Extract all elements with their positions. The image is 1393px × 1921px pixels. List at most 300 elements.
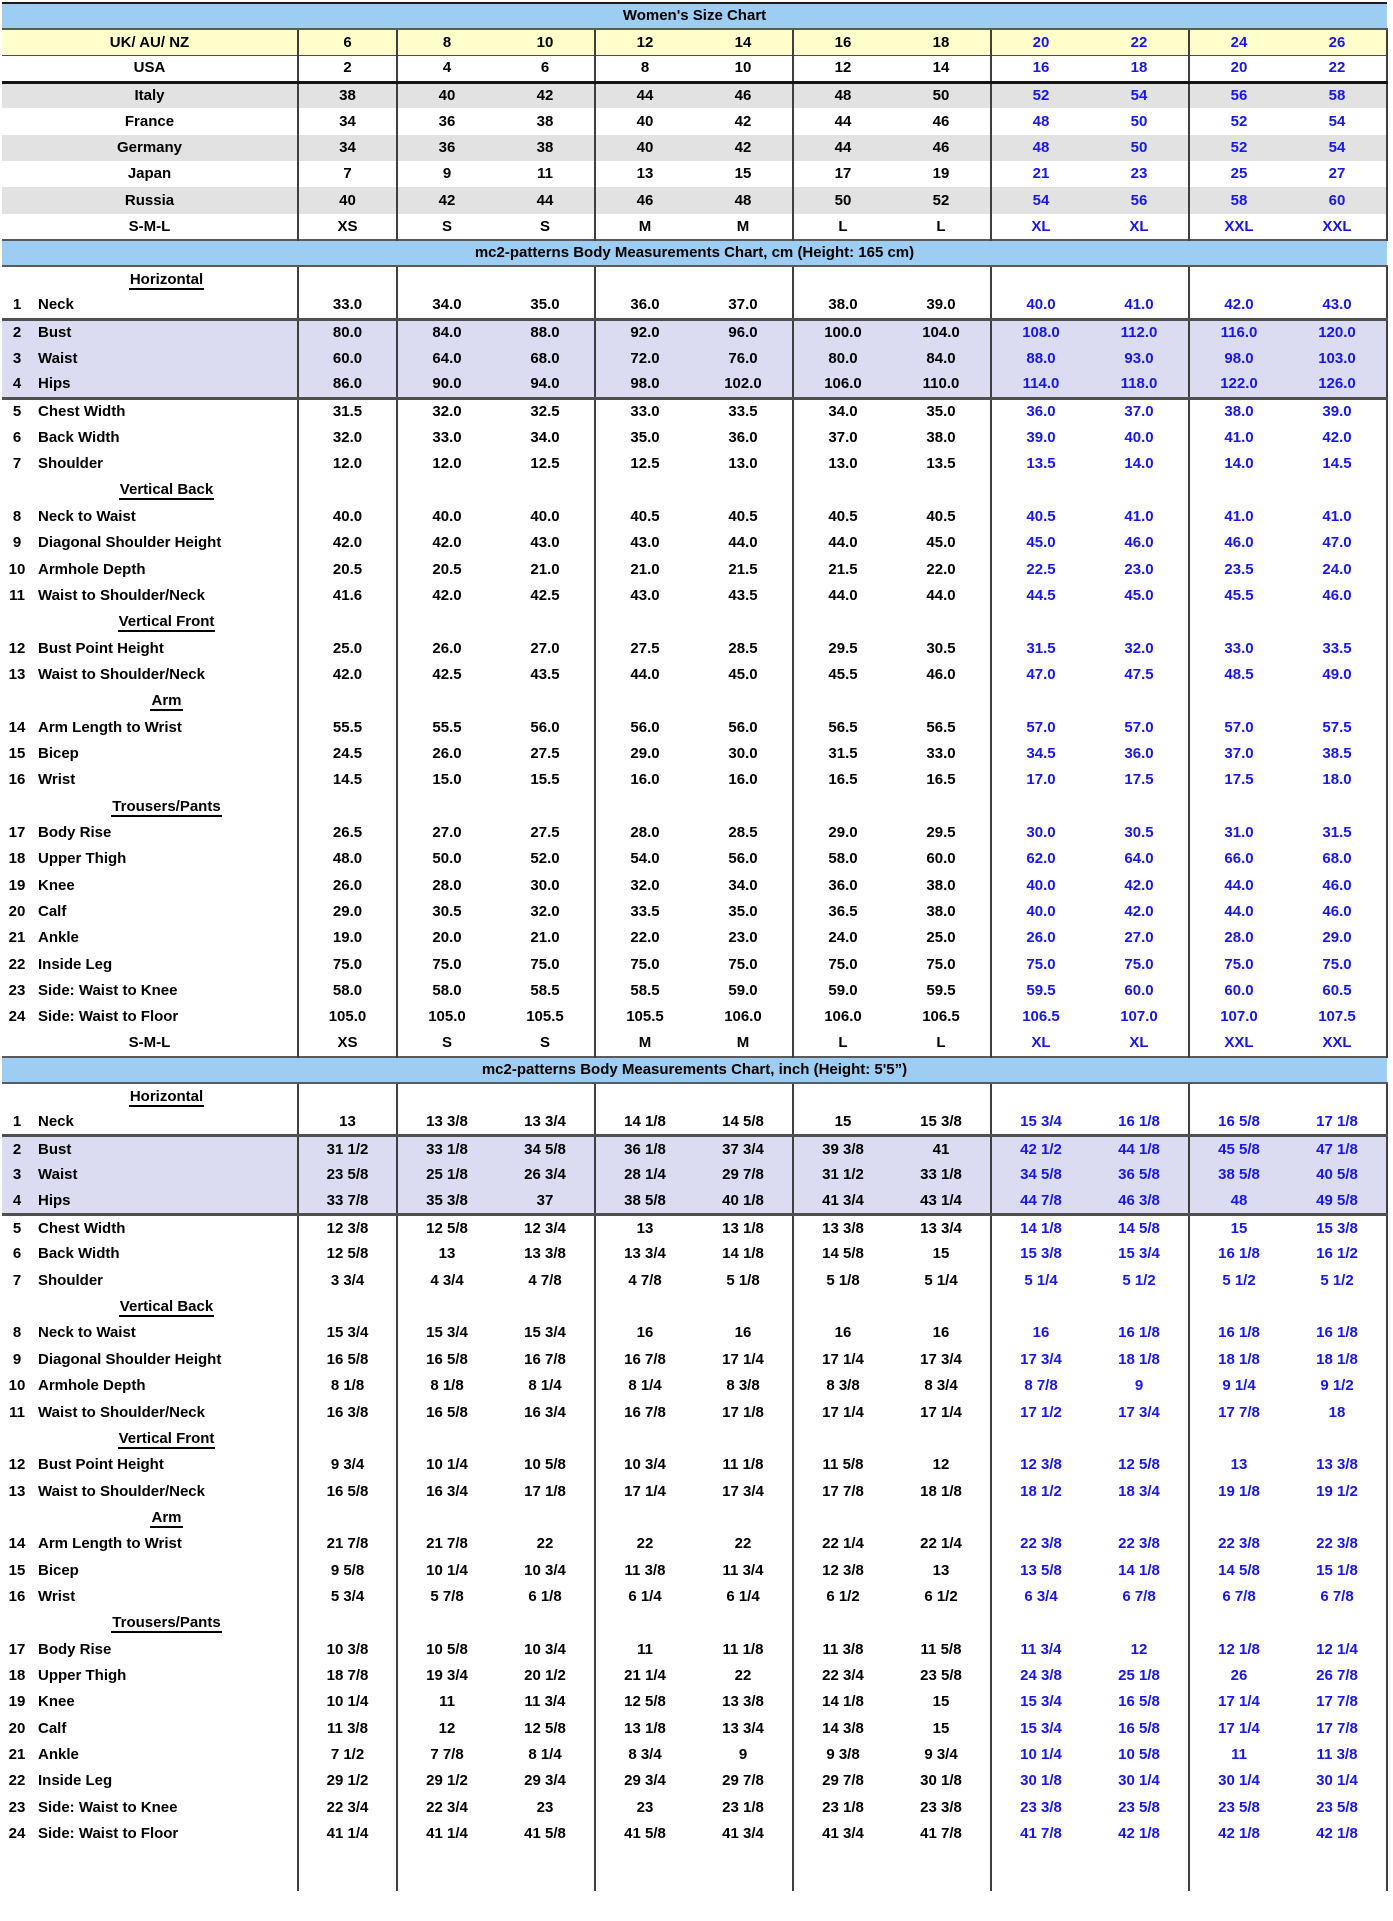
value-cell: 10 5/8 <box>496 1452 595 1478</box>
value-cell: 59.5 <box>892 978 991 1004</box>
value-cell: XL <box>1031 1034 1051 1052</box>
row-name: Neck to Waist <box>38 507 136 525</box>
value-cell: 16 1/8 <box>1090 1109 1189 1135</box>
value-cell: 40.5 <box>828 507 858 525</box>
value-cell: 44.0 <box>630 665 660 683</box>
value-cell: 47 1/8 <box>1288 1136 1387 1162</box>
value-cell: 16 1/8 <box>1218 1324 1260 1342</box>
value-cell: 22 <box>1288 56 1387 82</box>
value-cell: 42 <box>496 82 595 108</box>
value-cell: 6 <box>496 56 595 82</box>
table-row <box>2 846 1387 872</box>
value-cell: 36 5/8 <box>1090 1162 1189 1188</box>
value-cell: 48 <box>694 187 793 213</box>
row-label <box>2 1742 298 1768</box>
value-cell: 37 <box>496 1188 595 1214</box>
value-cell: 68.0 <box>496 345 595 371</box>
value-cell: 35 3/8 <box>397 1188 496 1214</box>
row-number: 21 <box>8 929 26 947</box>
value-cell: 5 1/4 <box>892 1268 991 1294</box>
value-cell <box>298 1426 397 1452</box>
value-cell: 17 7/8 <box>1218 1403 1260 1421</box>
row-number: 22 <box>8 955 26 973</box>
value-cell: 13 3/8 <box>694 1689 793 1715</box>
value-cell: 14 1/8 <box>1090 1557 1189 1583</box>
value-cell <box>694 477 793 503</box>
row-name: Bust <box>38 1140 72 1158</box>
value-cell: 17 3/4 <box>892 1347 991 1373</box>
row-label <box>2 1768 298 1794</box>
row-label: USA <box>2 56 298 82</box>
inch-section-header: mc2-patterns Body Measurements Chart, inch (Height: 5'5”) <box>2 1057 1387 1083</box>
value-cell: 32.5 <box>496 398 595 424</box>
value-cell: 37.0 <box>694 293 793 319</box>
value-cell <box>694 1294 793 1320</box>
value-cell: 84.0 <box>892 345 991 371</box>
value-cell: 8 1/8 <box>430 1377 464 1395</box>
value-cell: 54 <box>991 187 1090 213</box>
value-cell: 8 7/8 <box>1024 1377 1058 1395</box>
value-cell: 44.0 <box>828 534 858 552</box>
row-number: 7 <box>12 455 22 473</box>
value-cell <box>694 1847 793 1891</box>
value-cell: 22 <box>496 1531 595 1557</box>
value-cell: 12 5/8 <box>426 1219 468 1237</box>
row-number: 20 <box>8 902 26 920</box>
value-cell: 75.0 <box>1090 951 1189 977</box>
value-cell: 5 1/2 <box>1288 1268 1387 1294</box>
value-cell <box>595 1294 694 1320</box>
value-cell: 43.0 <box>630 586 660 604</box>
value-cell: 37.0 <box>1090 398 1189 424</box>
value-cell <box>1090 1083 1189 1109</box>
value-cell: 27.0 <box>432 823 462 841</box>
table-row <box>2 135 1387 161</box>
value-cell: 15 <box>793 1109 892 1135</box>
value-cell: 45.0 <box>892 530 991 556</box>
inch-header-band-row <box>2 1057 1387 1083</box>
value-cell <box>298 609 397 635</box>
row-name: Back Width <box>38 1245 120 1263</box>
value-cell: 12 <box>438 1719 456 1737</box>
value-cell: 13 5/8 <box>1020 1561 1062 1579</box>
value-cell: 27 <box>1288 161 1387 187</box>
value-cell <box>892 688 991 714</box>
value-cell: 72.0 <box>595 345 694 371</box>
value-cell: 48 <box>1032 112 1050 130</box>
value-cell: 18 <box>892 29 991 55</box>
table-row <box>2 899 1387 925</box>
value-cell: 33.0 <box>1224 639 1254 657</box>
value-cell: 46 3/8 <box>1090 1188 1189 1214</box>
value-cell: 48.0 <box>298 846 397 872</box>
value-cell: 14 5/8 <box>1090 1215 1189 1241</box>
value-cell <box>991 1426 1090 1452</box>
row-name: Inside Leg <box>38 955 113 973</box>
value-cell: XL <box>1090 1030 1189 1056</box>
value-cell: 44.0 <box>694 530 793 556</box>
table-row <box>2 29 1387 55</box>
value-cell: 29 1/2 <box>426 1772 468 1790</box>
value-cell: 13 3/4 <box>892 1215 991 1241</box>
value-cell: 18 1/8 <box>1090 1347 1189 1373</box>
value-cell: 8 3/4 <box>628 1745 662 1763</box>
value-cell <box>595 477 694 503</box>
value-cell: 15 3/4 <box>298 1320 397 1346</box>
value-cell: 4 <box>397 56 496 82</box>
value-cell: 17 1/8 <box>496 1478 595 1504</box>
value-cell <box>892 477 991 503</box>
value-cell: L <box>838 217 848 235</box>
row-name: Bust <box>38 324 72 342</box>
value-cell: 28.0 <box>432 876 462 894</box>
value-cell: 108.0 <box>991 319 1090 345</box>
value-cell: 40.0 <box>1026 902 1056 920</box>
value-cell: 40 5/8 <box>1288 1162 1387 1188</box>
value-cell: 20 1/2 <box>496 1663 595 1689</box>
value-cell: 13 <box>636 1219 654 1237</box>
row-name: Side: Waist to Floor <box>38 1825 179 1843</box>
value-cell: 34.0 <box>397 293 496 319</box>
value-cell: 40.5 <box>1026 507 1056 525</box>
value-cell: 23 3/8 <box>892 1794 991 1820</box>
value-cell: 41.6 <box>298 583 397 609</box>
table-row <box>2 1452 1387 1478</box>
value-cell: 18 7/8 <box>298 1663 397 1689</box>
value-cell: 33 1/8 <box>892 1162 991 1188</box>
value-cell: 16 7/8 <box>496 1347 595 1373</box>
section-heading <box>2 477 298 503</box>
value-cell: 6 1/2 <box>892 1584 991 1610</box>
value-cell: 41 1/4 <box>298 1821 397 1847</box>
value-cell <box>1090 1294 1189 1320</box>
table-row <box>2 1320 1387 1346</box>
value-cell: 40.0 <box>298 504 397 530</box>
value-cell: 22 3/8 <box>1020 1535 1062 1553</box>
value-cell: 75.0 <box>432 955 462 973</box>
value-cell: 17.5 <box>1090 767 1189 793</box>
value-cell <box>1288 1610 1387 1636</box>
section-heading-row <box>2 609 1387 635</box>
value-cell: 56.5 <box>892 714 991 740</box>
value-cell: XXL <box>1224 217 1254 235</box>
row-label <box>2 872 298 898</box>
row-label <box>2 1004 298 1030</box>
value-cell: 14 1/8 <box>1020 1219 1062 1237</box>
value-cell: 42.0 <box>1090 872 1189 898</box>
value-cell: 50 <box>892 82 991 108</box>
value-cell: 36.5 <box>828 902 858 920</box>
value-cell: 56 <box>1090 187 1189 213</box>
value-cell: 11 <box>496 161 595 187</box>
table-row <box>2 398 1387 424</box>
value-cell: 26 3/4 <box>496 1162 595 1188</box>
value-cell: 22 1/4 <box>822 1535 864 1553</box>
value-cell: 17 1/8 <box>1288 1109 1387 1135</box>
row-label <box>2 1715 298 1741</box>
row-label <box>2 1452 298 1478</box>
value-cell: 13 3/4 <box>496 1109 595 1135</box>
value-cell: 12 5/8 <box>298 1241 397 1267</box>
value-cell <box>1288 1847 1387 1891</box>
value-cell: 6 7/8 <box>1288 1584 1387 1610</box>
table-row <box>2 1109 1387 1135</box>
row-label <box>2 1689 298 1715</box>
table-row <box>2 1215 1387 1241</box>
value-cell: 50 <box>793 187 892 213</box>
table-row <box>2 1794 1387 1820</box>
value-cell: 45.0 <box>1090 583 1189 609</box>
value-cell <box>793 688 892 714</box>
value-cell: 15 3/4 <box>991 1109 1090 1135</box>
value-cell <box>397 1083 496 1109</box>
value-cell <box>595 1426 694 1452</box>
value-cell: 28.0 <box>1224 929 1254 947</box>
value-cell: 33.5 <box>694 398 793 424</box>
value-cell: 38.0 <box>1224 403 1254 421</box>
value-cell: 55.5 <box>298 714 397 740</box>
value-cell: 33.0 <box>630 403 660 421</box>
row-label <box>2 899 298 925</box>
value-cell: 23 <box>1090 161 1189 187</box>
value-cell: 52.0 <box>496 846 595 872</box>
row-label <box>2 583 298 609</box>
value-cell: 29 3/4 <box>624 1772 666 1790</box>
row-name: Ankle <box>38 1745 79 1763</box>
value-cell: 12.5 <box>496 451 595 477</box>
value-cell: 16 <box>892 1320 991 1346</box>
value-cell <box>397 1294 496 1320</box>
value-cell: 30.5 <box>892 635 991 661</box>
table-row <box>2 1347 1387 1373</box>
value-cell <box>298 793 397 819</box>
value-cell: 28.5 <box>694 820 793 846</box>
value-cell: 60 <box>1288 187 1387 213</box>
value-cell: 58.0 <box>432 982 462 1000</box>
value-cell <box>991 793 1090 819</box>
section-heading <box>2 688 298 714</box>
value-cell: 30.0 <box>694 741 793 767</box>
value-cell: 13 3/8 <box>1288 1452 1387 1478</box>
value-cell: 31.5 <box>298 398 397 424</box>
value-cell: 62.0 <box>1026 850 1056 868</box>
row-name: Side: Waist to Knee <box>38 982 178 1000</box>
value-cell: 17 1/4 <box>892 1399 991 1425</box>
value-cell <box>1189 793 1288 819</box>
value-cell: 48.5 <box>1224 665 1254 683</box>
row-label <box>2 714 298 740</box>
value-cell: 33 7/8 <box>298 1188 397 1214</box>
table-row <box>2 635 1387 661</box>
value-cell: 118.0 <box>1090 372 1189 398</box>
value-cell: 37 3/4 <box>694 1136 793 1162</box>
value-cell <box>397 1426 496 1452</box>
value-cell: 29.0 <box>630 744 660 762</box>
value-cell: 41 5/8 <box>624 1825 666 1843</box>
value-cell: 44 <box>496 187 595 213</box>
row-number: 23 <box>8 982 26 1000</box>
value-cell: 35.0 <box>694 899 793 925</box>
table-row <box>2 767 1387 793</box>
value-cell: 40 <box>298 187 397 213</box>
value-cell: 49.0 <box>1288 662 1387 688</box>
value-cell <box>397 266 496 292</box>
value-cell: XXL <box>1224 1034 1254 1052</box>
value-cell: 13 3/4 <box>694 1715 793 1741</box>
value-cell: 58 <box>1189 187 1288 213</box>
value-cell: 12 <box>1090 1636 1189 1662</box>
value-cell: 21.5 <box>828 560 858 578</box>
value-cell: 22.5 <box>1026 560 1056 578</box>
value-cell: 17 1/4 <box>822 1350 864 1368</box>
value-cell: 39 3/8 <box>793 1136 892 1162</box>
value-cell: 38 <box>298 82 397 108</box>
row-label: Russia <box>2 187 298 213</box>
value-cell: 32.0 <box>630 876 660 894</box>
row-label: S-M-L <box>2 214 298 240</box>
table-row <box>2 1373 1387 1399</box>
table-row <box>2 504 1387 530</box>
value-cell: 14 1/8 <box>694 1241 793 1267</box>
table-row <box>2 530 1387 556</box>
value-cell: 27.0 <box>1090 925 1189 951</box>
value-cell <box>892 1294 991 1320</box>
value-cell: 34.0 <box>694 872 793 898</box>
row-label <box>2 1794 298 1820</box>
value-cell: 20.0 <box>432 929 462 947</box>
value-cell: 15 3/4 <box>426 1324 468 1342</box>
value-cell: 42.5 <box>432 665 462 683</box>
value-cell: 102.0 <box>694 372 793 398</box>
value-cell: 7 7/8 <box>430 1745 464 1763</box>
row-label <box>2 1478 298 1504</box>
value-cell: 41 7/8 <box>1020 1825 1062 1843</box>
row-number: 21 <box>8 1745 26 1763</box>
value-cell: 17 1/4 <box>1218 1719 1260 1737</box>
value-cell <box>991 1847 1090 1891</box>
row-name: Chest Width <box>38 403 126 421</box>
table-row <box>2 872 1387 898</box>
value-cell <box>496 1610 595 1636</box>
value-cell: 33 1/8 <box>397 1136 496 1162</box>
value-cell: 14 <box>694 29 793 55</box>
value-cell: 10 <box>496 29 595 55</box>
value-cell: 8 1/4 <box>496 1742 595 1768</box>
value-cell: 33.0 <box>298 293 397 319</box>
value-cell: 11 <box>1231 1745 1247 1763</box>
value-cell: 44 1/8 <box>1090 1136 1189 1162</box>
value-cell: 35.0 <box>496 293 595 319</box>
cm-header-band-row <box>2 240 1387 266</box>
value-cell: 50 <box>1090 135 1189 161</box>
value-cell <box>496 793 595 819</box>
row-number: 24 <box>8 1008 26 1026</box>
row-number: 15 <box>8 1561 26 1579</box>
value-cell: 41.0 <box>1090 293 1189 319</box>
value-cell: 42.0 <box>1090 899 1189 925</box>
row-label <box>2 504 298 530</box>
value-cell <box>397 1847 496 1891</box>
value-cell: 34.0 <box>496 425 595 451</box>
row-number: 16 <box>8 1587 26 1605</box>
value-cell: 25 1/8 <box>397 1162 496 1188</box>
value-cell: 16 1/2 <box>1288 1241 1387 1267</box>
value-cell: 21.0 <box>630 560 660 578</box>
value-cell: 24 3/8 <box>1020 1666 1062 1684</box>
value-cell <box>1288 266 1387 292</box>
value-cell: 31.0 <box>1224 823 1254 841</box>
value-cell: 98.0 <box>595 372 694 398</box>
value-cell: 46.0 <box>1288 872 1387 898</box>
cm-measurements-section <box>2 240 1387 1057</box>
value-cell: 30 1/8 <box>1020 1772 1062 1790</box>
row-name: Bicep <box>38 744 79 762</box>
value-cell: 42.0 <box>1189 293 1288 319</box>
value-cell: 40.0 <box>1026 876 1056 894</box>
row-name: Side: Waist to Knee <box>38 1798 178 1816</box>
value-cell: 57.5 <box>1288 714 1387 740</box>
value-cell <box>595 688 694 714</box>
value-cell: 15 3/4 <box>1020 1693 1062 1711</box>
table-row <box>2 425 1387 451</box>
value-cell: 21 1/4 <box>624 1666 666 1684</box>
value-cell: 6 1/4 <box>694 1584 793 1610</box>
row-number: 17 <box>8 823 26 841</box>
value-cell: 20.5 <box>298 556 397 582</box>
value-cell: 60.0 <box>298 345 397 371</box>
value-cell: 22 1/4 <box>892 1531 991 1557</box>
value-cell: 24.5 <box>298 741 397 767</box>
value-cell: 42.0 <box>432 586 462 604</box>
value-cell: 30 1/8 <box>892 1768 991 1794</box>
value-cell: 64.0 <box>397 345 496 371</box>
value-cell: 16 5/8 <box>1189 1109 1288 1135</box>
value-cell: 42.0 <box>298 530 397 556</box>
section-heading-row <box>2 477 1387 503</box>
value-cell: 48 <box>1189 1188 1288 1214</box>
value-cell: 12 <box>793 56 892 82</box>
value-cell <box>397 477 496 503</box>
value-cell: 43 1/4 <box>892 1188 991 1214</box>
value-cell: 15 3/4 <box>496 1320 595 1346</box>
value-cell: 45.5 <box>1224 586 1254 604</box>
value-cell: 16 3/8 <box>298 1399 397 1425</box>
value-cell: 10 1/4 <box>426 1561 468 1579</box>
value-cell <box>496 1294 595 1320</box>
value-cell: 14.5 <box>298 767 397 793</box>
value-cell: 36.0 <box>1026 403 1056 421</box>
row-number: 20 <box>8 1719 26 1737</box>
value-cell: 42 1/8 <box>1218 1825 1260 1843</box>
value-cell: 16 5/8 <box>298 1347 397 1373</box>
value-cell <box>496 609 595 635</box>
value-cell: 75.0 <box>1224 955 1254 973</box>
value-cell: 16 5/8 <box>426 1403 468 1421</box>
table-row <box>2 1715 1387 1741</box>
row-number: 10 <box>8 1377 26 1395</box>
row-label <box>2 1663 298 1689</box>
value-cell: 5 1/2 <box>1090 1268 1189 1294</box>
value-cell: 28.5 <box>694 635 793 661</box>
row-name: Body Rise <box>38 823 112 841</box>
value-cell: 42 1/8 <box>1090 1821 1189 1847</box>
spacer-row <box>2 1847 1387 1891</box>
value-cell: 59.0 <box>694 978 793 1004</box>
value-cell: 41.0 <box>1224 428 1254 446</box>
table-row <box>2 1821 1387 1847</box>
value-cell: 16 5/8 <box>1090 1689 1189 1715</box>
value-cell: 16 7/8 <box>624 1350 666 1368</box>
